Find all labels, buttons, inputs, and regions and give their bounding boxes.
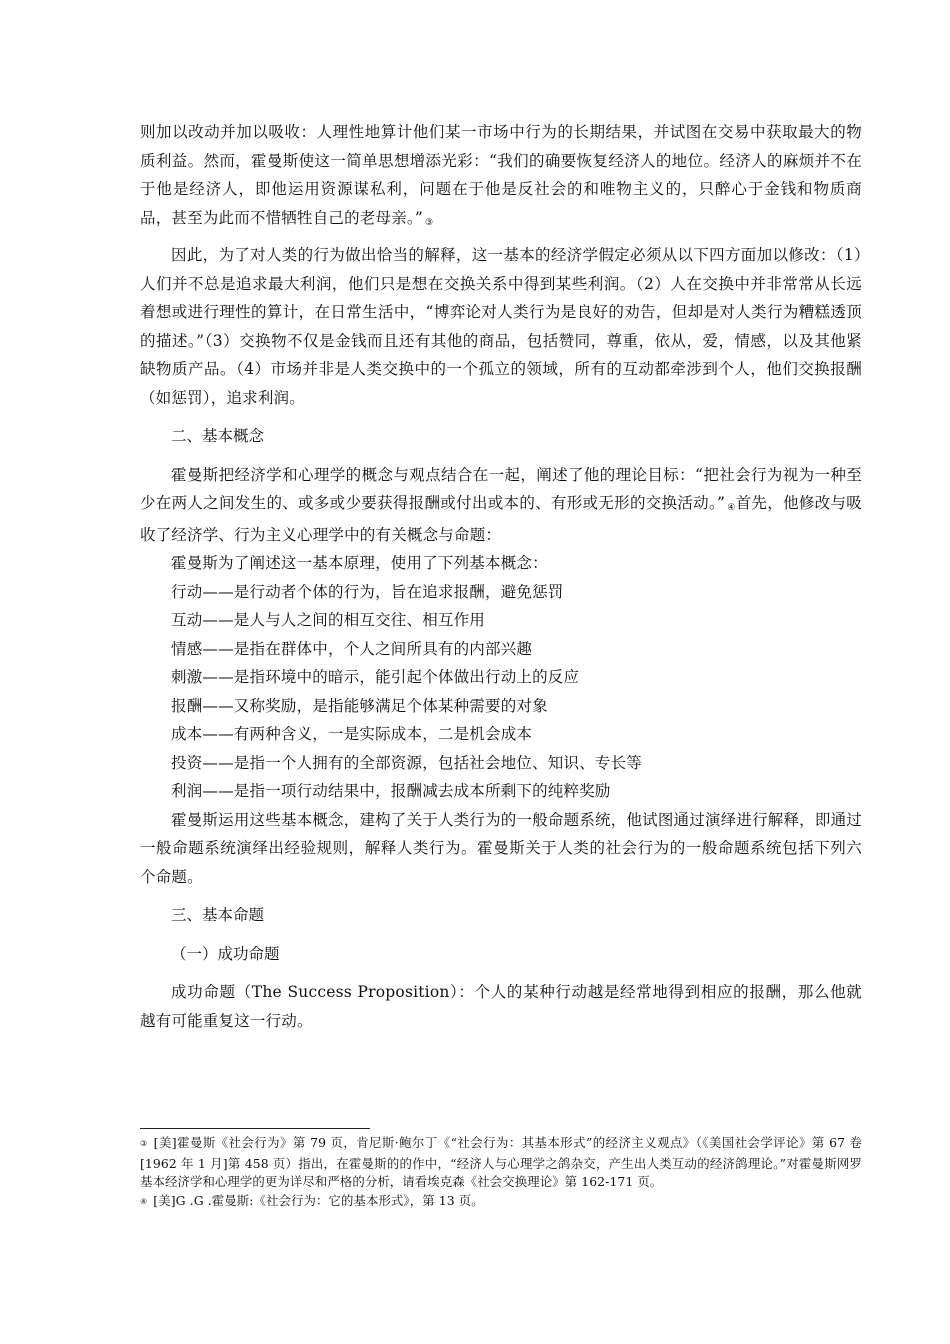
footnote-text: [美]G .G .霍曼斯:《社会行为：它的基本形式》，第 13 页。 bbox=[153, 1192, 484, 1208]
body-text bbox=[140, 118, 862, 1035]
paragraph-4: 霍曼斯为了阐述这一基本原理，使用了下列基本概念： bbox=[171, 554, 548, 572]
footnote-ref-3: ③ bbox=[424, 217, 434, 228]
definition-item: 刺激——是指环境中的暗示，能引起个体做出行动上的反应 bbox=[171, 668, 580, 686]
footnote-3 bbox=[140, 1134, 862, 1192]
definition-item: 利润——是指一项行动结果中，报酬减去成本所剩下的纯粹奖励 bbox=[171, 782, 611, 800]
footnote-marker: ④ bbox=[140, 1196, 148, 1206]
footnote-marker: ③ bbox=[140, 1139, 148, 1148]
paragraph-2: 因此，为了对人类的行为做出恰当的解释，这一基本的经济学假定必须从以下四方面加以修改：（1）人们并不总是追求最大利润，他们只是想在交换关系中得到某些利润。（2）人在交换中并非常常从长远着想或进行理性的算计，在日常生活中，“博弈论对人类行为是良好的劝告，但却是对人类行为糟糕透顶的描述。”（3）交换物不仅是金钱而且还有其他的商品，包括赞同，尊重，依从，爱，情感，以及其他紧缺物质产品。（4）市场并非是人类交换中的一个孤立的领域，所有的互动都牵涉到个人，他们交换报酬（如惩罚），追求利润。 bbox=[140, 246, 862, 407]
footnote-text: [美]霍曼斯《社会行为》第 79 页，肯尼斯·鲍尔丁《“社会行为：其基本形式”的经济主义观点》（《美国社会学评论》第 67 卷[1962 年 1 月]第 458 页）指出，在霍曼斯的的作中，“经济人与心理学之鸽杂交，产生出人类互动的经济鸽理论。”对霍曼斯网罗基本经济学和心理学的更为详尽和严格的分析，请看埃克森《社会交换理论》第 162-171 页。 bbox=[140, 1135, 862, 1189]
definition-item: 互动——是人与人之间的相互交往、相互作用 bbox=[171, 611, 486, 629]
footnotes bbox=[140, 1134, 862, 1212]
footnote-4 bbox=[140, 1192, 862, 1213]
definition-item: 情感——是指在群体中，个人之间所具有的内部兴趣 bbox=[171, 639, 533, 658]
footnote-ref-4: ④ bbox=[727, 503, 736, 513]
paragraph-1 bbox=[140, 118, 862, 235]
paragraph-3-text-b: 首先，他修改与吸收了经济学、行为主义心理学中的有关概念与命题： bbox=[140, 494, 862, 544]
paragraph-3 bbox=[140, 461, 862, 550]
section-heading-3: 三、基本命题 bbox=[171, 906, 265, 924]
footnote-divider bbox=[140, 1128, 370, 1129]
subsection-heading-3-1: （一）成功命题 bbox=[171, 944, 280, 963]
definition-item: 报酬——又称奖励，是指能够满足个体某种需要的对象 bbox=[171, 696, 548, 715]
definition-item: 投资——是指一个人拥有的全部资源，包括社会地位、知识、专长等 bbox=[171, 753, 643, 772]
definition-item: 行动——是行动者个体的行为，旨在追求报酬，避免惩罚 bbox=[171, 582, 564, 601]
paragraph-1-text: 则加以改动并加以吸收：人理性地算计他们某一市场中行为的长期结果，并试图在交易中获取最大的物质利益。然而，霍曼斯使这一简单思想增添光彩：“我们的确要恢复经济人的地位。经济人的麻烦并不在于他是经济人，即他运用资源谋私利，问题在于他是反社会的和唯物主义的，只醉心于金钱和物质商品，甚至为此而不惜牺牲自己的老母亲。” bbox=[140, 123, 862, 227]
section-heading-2: 二、基本概念 bbox=[171, 427, 265, 445]
definition-item: 成本——有两种含义，一是实际成本，二是机会成本 bbox=[171, 725, 533, 743]
definition-list bbox=[140, 578, 862, 806]
paragraph-3-text-a: 霍曼斯把经济学和心理学的概念与观点结合在一起，阐述了他的理论目标：“把社会行为视为一种至少在两人之间发生的、或多或少要获得报酬或付出或本的、有形或无形的交换活动。” bbox=[140, 465, 862, 512]
paragraph-6: 成功命题（The Success Proposition）：个人的某种行动越是经常地得到相应的报酬，那么他就越有可能重复这一行动。 bbox=[140, 983, 862, 1030]
paragraph-5: 霍曼斯运用这些基本概念，建构了关于人类行为的一般命题系统，他试图通过演绎进行解释，即通过一般命题系统演绎出经验规则，解释人类行为。霍曼斯关于人类的社会行为的一般命题系统包括下列六个命题。 bbox=[140, 810, 862, 886]
